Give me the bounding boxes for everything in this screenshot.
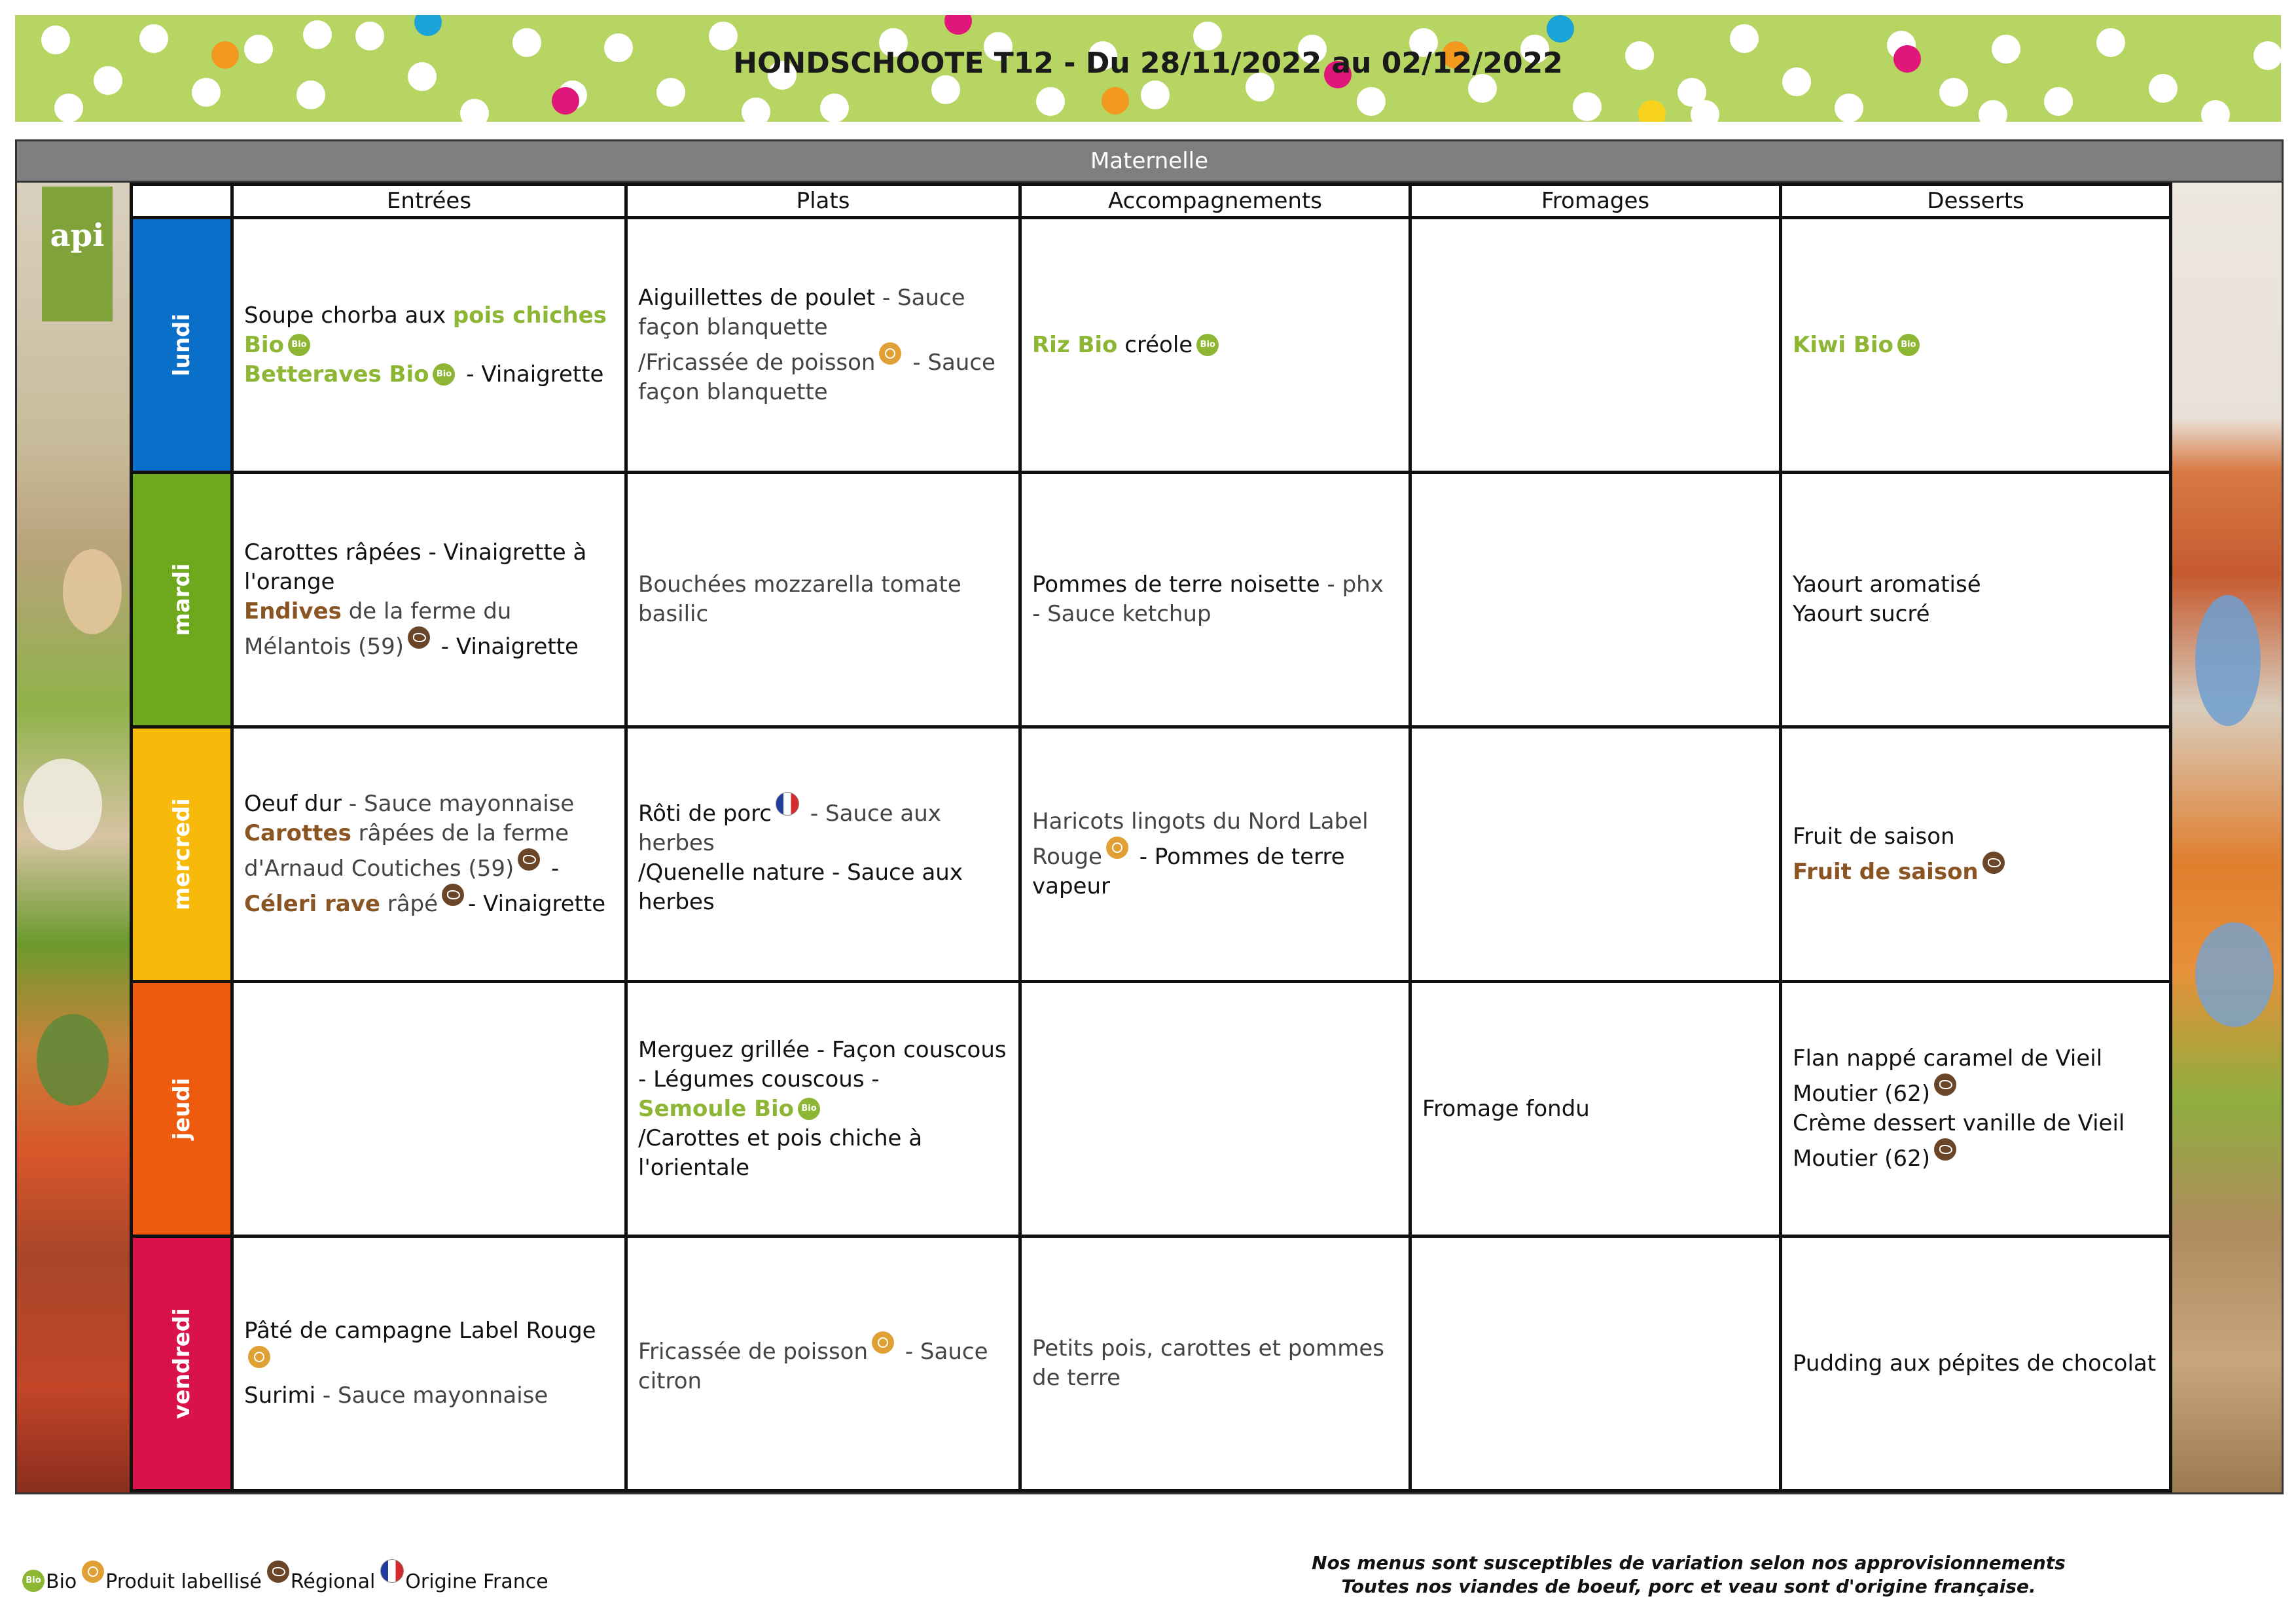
dish-text: râpé <box>380 891 439 917</box>
banner-dot <box>944 15 972 35</box>
regional-icon <box>1934 1074 1956 1096</box>
menu-line <box>1032 807 1398 901</box>
menu-cell-desserts <box>1781 218 2171 473</box>
bio-icon: Bio <box>22 1570 45 1592</box>
bio-icon: Bio <box>1196 334 1219 356</box>
menu-line <box>244 1316 614 1381</box>
menu-frame <box>15 139 2284 1494</box>
menu-line <box>638 792 1008 858</box>
banner-dot <box>1573 92 1602 121</box>
day-row-vendredi <box>132 1236 2171 1491</box>
day-name: vendredi <box>168 1308 195 1419</box>
legend-item <box>82 1570 262 1593</box>
menu-line <box>1793 1044 2159 1109</box>
dish-text: Fricassée de poisson <box>638 1338 869 1365</box>
regional-icon <box>1934 1138 1956 1161</box>
banner-dot <box>1102 87 1129 115</box>
day-row-lundi <box>132 218 2171 473</box>
footer-note: Nos menus sont susceptibles de variation selon nos approvisionnements <box>1312 1552 2066 1574</box>
menu-line <box>1793 822 2159 852</box>
dish-text: Aiguillettes de poulet <box>638 284 876 311</box>
banner-dot <box>656 78 685 107</box>
dish-text: Rôti de porc <box>638 800 772 827</box>
dish-text: - Vinaigrette <box>433 633 579 660</box>
menu-line <box>638 1094 1008 1124</box>
dish-text: Riz Bio <box>1032 331 1118 358</box>
dish-text: Pudding aux pépites de chocolat <box>1793 1350 2157 1377</box>
menu-cell-accompagnements <box>1020 218 1410 473</box>
dish-text: Yaourt sucré <box>1793 601 1930 627</box>
banner-dot <box>1141 81 1170 109</box>
label-icon <box>872 1331 894 1354</box>
dish-text: - Sauce façon blanquette <box>638 284 965 340</box>
legend-item <box>380 1570 548 1593</box>
dish-text: Kiwi Bio <box>1793 331 1893 358</box>
legend-label: Produit labellisé <box>105 1570 262 1593</box>
dish-text: Betteraves Bio <box>244 361 429 388</box>
banner-dot <box>1979 100 2007 122</box>
column-header-row <box>132 185 2171 218</box>
dish-text: Soupe chorba aux <box>244 302 453 329</box>
regional-icon <box>1982 852 2005 874</box>
day-name: lundi <box>168 313 195 377</box>
footer-note: Toutes nos viandes de boeuf, porc et veau sont d'origine française. <box>1341 1576 2036 1597</box>
dish-text: Semoule Bio <box>638 1095 795 1122</box>
banner-dot <box>1939 78 1968 107</box>
day-row-jeudi <box>132 982 2171 1236</box>
menu-line <box>1793 1349 2159 1379</box>
menu-line <box>244 360 614 389</box>
day-label-mardi <box>132 473 232 727</box>
dish-text: Pommes de terre noisette <box>1032 571 1320 598</box>
banner-dot <box>192 78 221 107</box>
bio-icon: Bio <box>433 363 455 386</box>
label-icon <box>82 1561 104 1583</box>
menu-cell-plats <box>626 473 1020 727</box>
menu-line <box>244 597 614 662</box>
banner-dot <box>296 81 325 109</box>
menu-line <box>1422 1094 1768 1124</box>
legend-label: Origine France <box>405 1570 548 1593</box>
banner-dot <box>1357 87 1386 116</box>
menu-cell-fromages <box>1410 473 1781 727</box>
column-header: Desserts <box>1781 185 2171 218</box>
menu-line <box>1793 852 2159 887</box>
child-illustration <box>37 1014 109 1106</box>
day-label-vendredi <box>132 1236 232 1491</box>
bio-icon: Bio <box>288 334 310 356</box>
menu-line <box>1793 1109 2159 1174</box>
dish-text: Flan nappé caramel de Vieil Moutier (62) <box>1793 1045 2103 1107</box>
banner-dot <box>1638 100 1666 122</box>
label-icon <box>879 342 901 365</box>
menu-cell-fromages <box>1410 218 1781 473</box>
dish-text: Carottes <box>244 820 351 846</box>
menu-cell-desserts <box>1781 727 2171 982</box>
left-decorative-strip <box>17 183 130 1492</box>
header-banner <box>15 15 2281 122</box>
menu-line <box>244 884 614 919</box>
section-label: Maternelle <box>17 141 2282 183</box>
menu-line <box>244 538 614 597</box>
menu-line <box>638 1124 1008 1183</box>
legend-item <box>267 1570 375 1593</box>
menu-cell-fromages <box>1410 727 1781 982</box>
menu-cell-fromages <box>1410 1236 1781 1491</box>
column-header: Fromages <box>1410 185 1781 218</box>
menu-line <box>638 1036 1008 1094</box>
dish-text: Endives <box>244 598 342 624</box>
menu-cell-entrees <box>232 727 626 982</box>
menu-cell-plats <box>626 218 1020 473</box>
day-label-jeudi <box>132 982 232 1236</box>
regional-icon <box>408 626 430 649</box>
menu-cell-accompagnements <box>1020 1236 1410 1491</box>
dish-text: Crème dessert vanille de Vieil Moutier (62) <box>1793 1110 2125 1172</box>
dish-text: Fruit de saison <box>1793 823 1955 850</box>
banner-dot <box>2044 87 2073 116</box>
regional-icon <box>442 884 464 906</box>
bio-icon: Bio <box>798 1098 820 1120</box>
child-illustration <box>2195 922 2274 1027</box>
menu-line <box>244 301 614 360</box>
menu-line <box>244 789 614 819</box>
label-icon <box>248 1346 270 1368</box>
dish-text: râpées de la ferme d'Arnaud Coutiches (59) <box>244 820 569 882</box>
dish-text: - Sauce mayonnaise <box>342 791 575 817</box>
banner-dot <box>54 94 83 122</box>
menu-line <box>244 1381 614 1411</box>
dish-text: /Carottes et pois chiche à l'orientale <box>638 1125 923 1181</box>
menu-cell-accompagnements <box>1020 727 1410 982</box>
menu-table <box>130 183 2172 1492</box>
menu-line <box>638 342 1008 407</box>
menu-line <box>1032 570 1398 629</box>
regional-icon <box>518 848 540 871</box>
column-header: Plats <box>626 185 1020 218</box>
dish-text: Surimi <box>244 1382 316 1409</box>
banner-dot <box>1036 87 1065 116</box>
day-name: mercredi <box>168 798 195 911</box>
legend-label: Bio <box>46 1570 77 1593</box>
menu-line <box>1032 1334 1398 1393</box>
dish-text: - Sauce mayonnaise <box>315 1382 548 1409</box>
dish-text: Fromage fondu <box>1422 1095 1590 1122</box>
banner-dot <box>1835 94 1863 122</box>
dish-text: - Sauce citron <box>638 1338 988 1394</box>
menu-line <box>638 570 1008 629</box>
banner-dot <box>303 20 332 49</box>
dish-text: Pâté de campagne Label Rouge <box>244 1318 596 1344</box>
dish-text: Petits pois, carottes et pommes de terre <box>1032 1335 1384 1391</box>
dish-text: - Pommes de terre vapeur <box>1032 844 1345 899</box>
day-row-mardi <box>132 473 2171 727</box>
dish-text: /Quenelle nature - Sauce aux herbes <box>638 859 963 915</box>
banner-dot <box>414 15 442 36</box>
menu-cell-entrees <box>232 218 626 473</box>
dish-text: pois chiches Bio <box>244 302 607 358</box>
label-icon <box>1106 837 1128 859</box>
menu-cell-plats <box>626 727 1020 982</box>
france-icon <box>380 1559 404 1583</box>
banner-dot <box>742 98 770 122</box>
banner-dot <box>552 87 579 115</box>
menu-line <box>244 819 614 884</box>
bio-icon: Bio <box>1897 334 1920 356</box>
banner-dot <box>1547 15 1574 43</box>
dish-text: Haricots lingots du Nord Label Rouge <box>1032 808 1369 870</box>
banner-dot <box>2201 100 2230 122</box>
dish-text: - phx - Sauce ketchup <box>1032 571 1384 627</box>
child-illustration <box>63 549 122 634</box>
dish-text: Carottes râpées - Vinaigrette à l'orange <box>244 539 587 595</box>
dish-text: de la ferme du Mélantois (59) <box>244 598 512 660</box>
right-decorative-strip <box>2169 183 2282 1492</box>
menu-cell-plats <box>626 982 1020 1236</box>
legend-item <box>22 1570 77 1593</box>
menu-cell-entrees <box>232 1236 626 1491</box>
banner-dot <box>460 99 489 122</box>
menu-cell-desserts <box>1781 473 2171 727</box>
dish-text: Céleri rave <box>244 891 380 917</box>
api-logo: api <box>42 187 113 321</box>
menu-cell-accompagnements <box>1020 473 1410 727</box>
legend <box>22 1559 554 1593</box>
regional-icon <box>267 1561 289 1583</box>
dish-text: - Vinaigrette <box>459 361 604 388</box>
menu-cell-entrees <box>232 982 626 1236</box>
menu-line <box>1793 600 2159 629</box>
day-row-mercredi <box>132 727 2171 982</box>
menu-cell-plats <box>626 1236 1020 1491</box>
dish-text: - <box>544 856 560 882</box>
france-icon <box>776 792 799 816</box>
dish-text: Bouchées mozzarella tomate basilic <box>638 571 961 627</box>
dish-text: - Sauce façon blanquette <box>638 349 996 405</box>
menu-line <box>1793 331 2159 360</box>
menu-cell-accompagnements <box>1020 982 1410 1236</box>
dish-text: - Sauce aux herbes <box>638 800 941 856</box>
day-name: jeudi <box>168 1077 195 1140</box>
day-label-mercredi <box>132 727 232 982</box>
menu-line <box>1793 570 2159 600</box>
dish-text: Merguez grillée - Façon couscous - Légumes couscous - <box>638 1036 1007 1092</box>
menu-cell-desserts <box>1781 982 2171 1236</box>
menu-line <box>638 858 1008 917</box>
banner-dot <box>820 94 849 122</box>
page-title: HONDSCHOOTE T12 - Du 28/11/2022 au 02/12/2022 <box>733 46 1563 80</box>
banner-dot <box>1691 100 1719 122</box>
menu-cell-fromages <box>1410 982 1781 1236</box>
day-label-lundi <box>132 218 232 473</box>
column-header: Accompagnements <box>1020 185 1410 218</box>
dish-text: - Vinaigrette <box>468 891 606 917</box>
menu-cell-entrees <box>232 473 626 727</box>
dish-text: Yaourt aromatisé <box>1793 571 1981 598</box>
dish-text: Oeuf dur <box>244 791 342 817</box>
dish-text: /Fricassée de poisson <box>638 349 876 376</box>
menu-cell-desserts <box>1781 1236 2171 1491</box>
column-header: Entrées <box>232 185 626 218</box>
legend-label: Régional <box>290 1570 376 1593</box>
menu-line <box>1032 331 1398 360</box>
dish-text: créole <box>1117 331 1193 358</box>
menu-line <box>638 1331 1008 1396</box>
child-illustration <box>2195 595 2261 726</box>
dish-text: Fruit de saison <box>1793 858 1979 885</box>
day-name: mardi <box>168 563 195 636</box>
menu-line <box>638 283 1008 342</box>
chef-illustration <box>24 759 102 850</box>
footer-notes <box>1230 1551 2147 1598</box>
corner-cell <box>132 185 232 218</box>
